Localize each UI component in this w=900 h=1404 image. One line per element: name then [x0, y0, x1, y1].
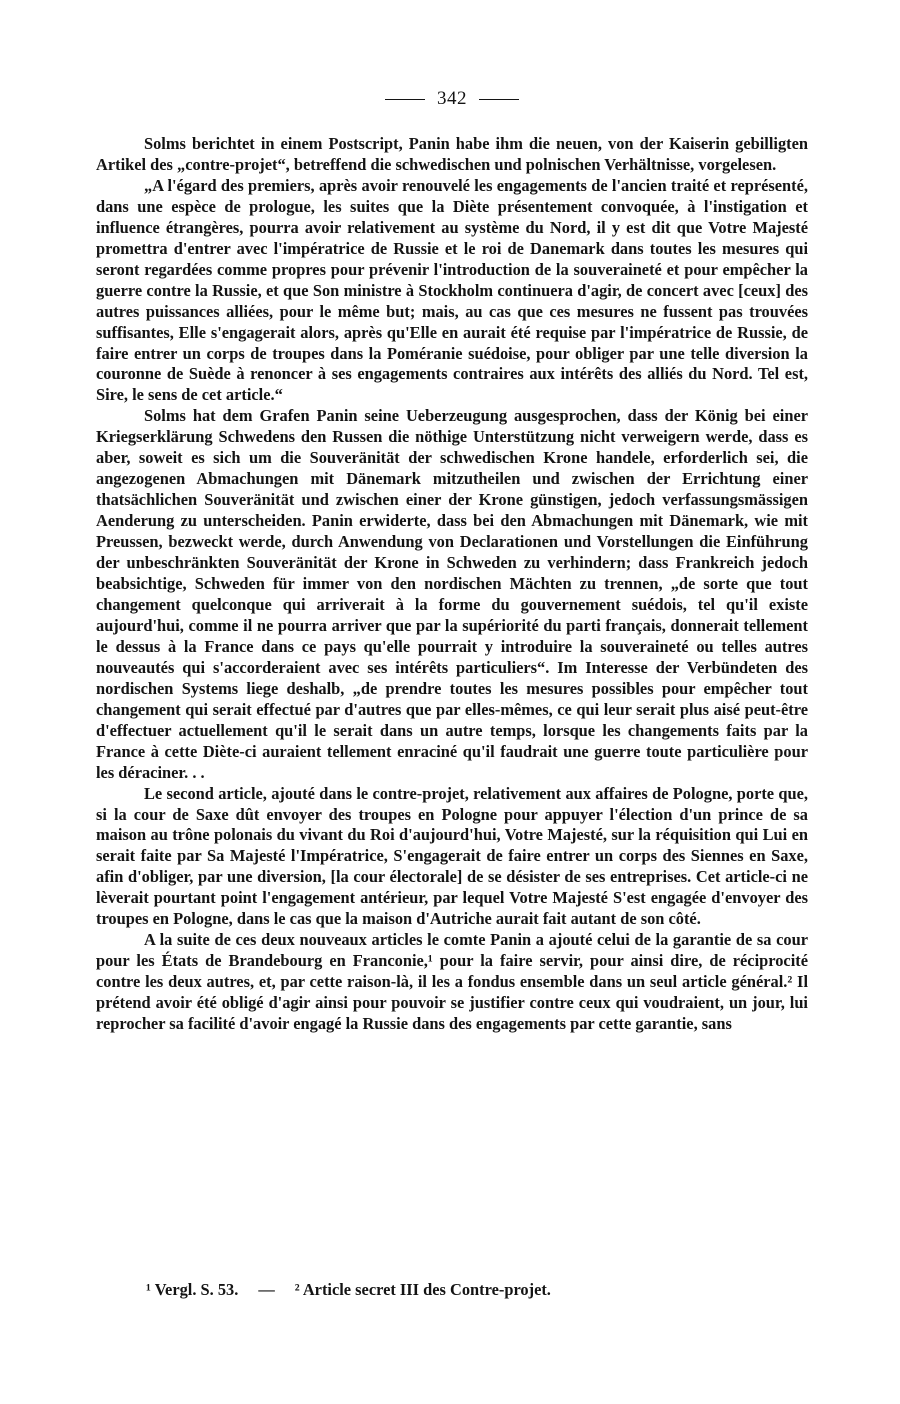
header-rule-right [479, 99, 519, 100]
paragraph: Le second article, ajouté dans le contre-projet, relativement aux affaires de Pologne, porte que, si la cour de Saxe dût envoyer des troupes en Pologne pour appuyer l'élection d'un prince de sa maison au trône polonais du vivant du Roi d'aujourd'hui, Votre Majesté, sur la réquisition qui Lui en serait faite par Sa Majesté l'Impératrice, S'engagerait de faire entrer un corps des Siennes en Saxe, afin d'obliger, par une diversion, [la cour électorale] de se désister de ses entreprises. Cet article-ci ne lèverait pourtant point l'engagement antérieur, par lequel Votre Majesté S'est engagée d'envoyer des troupes en Pologne, dans le cas que la maison d'Autriche aurait fait autant de son côté. [96, 783, 808, 929]
paragraph: A la suite de ces deux nouveaux articles le comte Panin a ajouté celui de la garantie de sa cour pour les États de Brandebourg en Franconie,¹ pour la faire servir, pour ainsi dire, de réciprocité contre les deux autres, et, par cette raison-là, il les a fondus ensemble dans un seul article général.² Il prétend avoir été obligé d'agir ainsi pour pouvoir se justifier contre ceux qui voudraient, un jour, lui reprocher sa facilité d'avoir engagé la Russie dans des engagements par cette garantie, sans [96, 930, 808, 1034]
header-rule-left [385, 99, 425, 100]
footnote-2: ² Article secret III des Contre-projet. [294, 1280, 551, 1299]
footnote-1: ¹ Vergl. S. 53. [146, 1280, 239, 1299]
page-header [96, 86, 808, 112]
page-number: 342 [437, 88, 467, 109]
footnote-separator: — [258, 1280, 275, 1299]
paragraph: „A l'égard des premiers, après avoir renouvelé les engagements de l'ancien traité et représenté, dans une espèce de prologue, les suites que la Diète présentement convoquée, à l'instigation et influence étrangères, pourra avoir relativement au système du Nord, il y est dit que Votre Majesté promettra d'entrer avec l'impératrice de Russie et le roi de Danemark dans toutes les mesures qui seront regardées comme propres pour prévenir l'introduction de la souveraineté et pour empêcher la guerre contre la Russie, et que Son ministre à Stockholm continuera d'agir, de concert avec [ceux] des autres puissances alliées, pour le même but; mais, au cas que ces mesures ne fussent pas trouvées suffisantes, Elle s'engagerait alors, après qu'Elle en aurait été requise par l'impératrice de Russie, de faire entrer un corps de troupes dans la Poméranie suédoise, pour obliger par une telle diversion la couronne de Suède à renoncer à ses engagements contraires aux intérêts des alliés du Nord. Tel est, Sire, le sens de cet article.“ [96, 175, 808, 405]
main-text [96, 134, 808, 1035]
page-body [96, 86, 808, 1035]
footnotes [146, 1279, 806, 1301]
paragraph: Solms berichtet in einem Postscript, Panin habe ihm die neuen, von der Kaiserin gebilligten Artikel des „contre-projet“, betreffend die schwedischen und polnischen Verhältnisse, vorgelesen. [96, 134, 808, 174]
paragraph: Solms hat dem Grafen Panin seine Ueberzeugung ausgesprochen, dass der König bei einer Kriegserklärung Schwedens den Russen die nöthige Unterstützung nicht verweigern werde, dass es aber, soweit es sich um die Souveränität der schwedischen Krone handele, erforderlich sei, die angezogenen Abmachungen mit Dänemark mitzutheilen und zwischen der Errichtung einer thatsächlichen Souveränität und zwischen einer der Krone günstigen, jedoch verfassungsmässigen Aenderung zu unterscheiden. Panin erwiderte, dass bei den Abmachungen mit Dänemark, wie mit Preussen, bezweckt werde, durch Anwendung von Declarationen und Vorstellungen die Einführung der unbeschränkten Souveränität der Krone in Schweden zu verhindern; dass Frankreich jedoch beabsichtige, Schweden für immer von den nordischen Mächten zu trennen, „de sorte que tout changement quelconque qui arriverait à la forme du gouvernement suédois, tel qu'il existe aujourd'hui, comme il ne pourra arriver que par la supériorité du parti français, donnerait tellement le dessus à la France dans ce pays qu'elle pourrait y introduire la souveraineté ou telles autres nouveautés qui s'accorderaient avec ses intérêts particuliers“. Im Interesse der Verbündeten des nordischen Systems liege deshalb, „de prendre toutes les mesures possibles pour empêcher tout changement qui serait effectué par d'autres que par elles-mêmes, ce qui leur serait plus aisé peut-être d'effectuer actuellement qu'il le serait dans un autre temps, lorsque les changements faits par la France à cette Diète-ci auraient tellement enraciné qu'il faudrait une guerre toute particulière pour les déraciner. . . [96, 406, 808, 782]
